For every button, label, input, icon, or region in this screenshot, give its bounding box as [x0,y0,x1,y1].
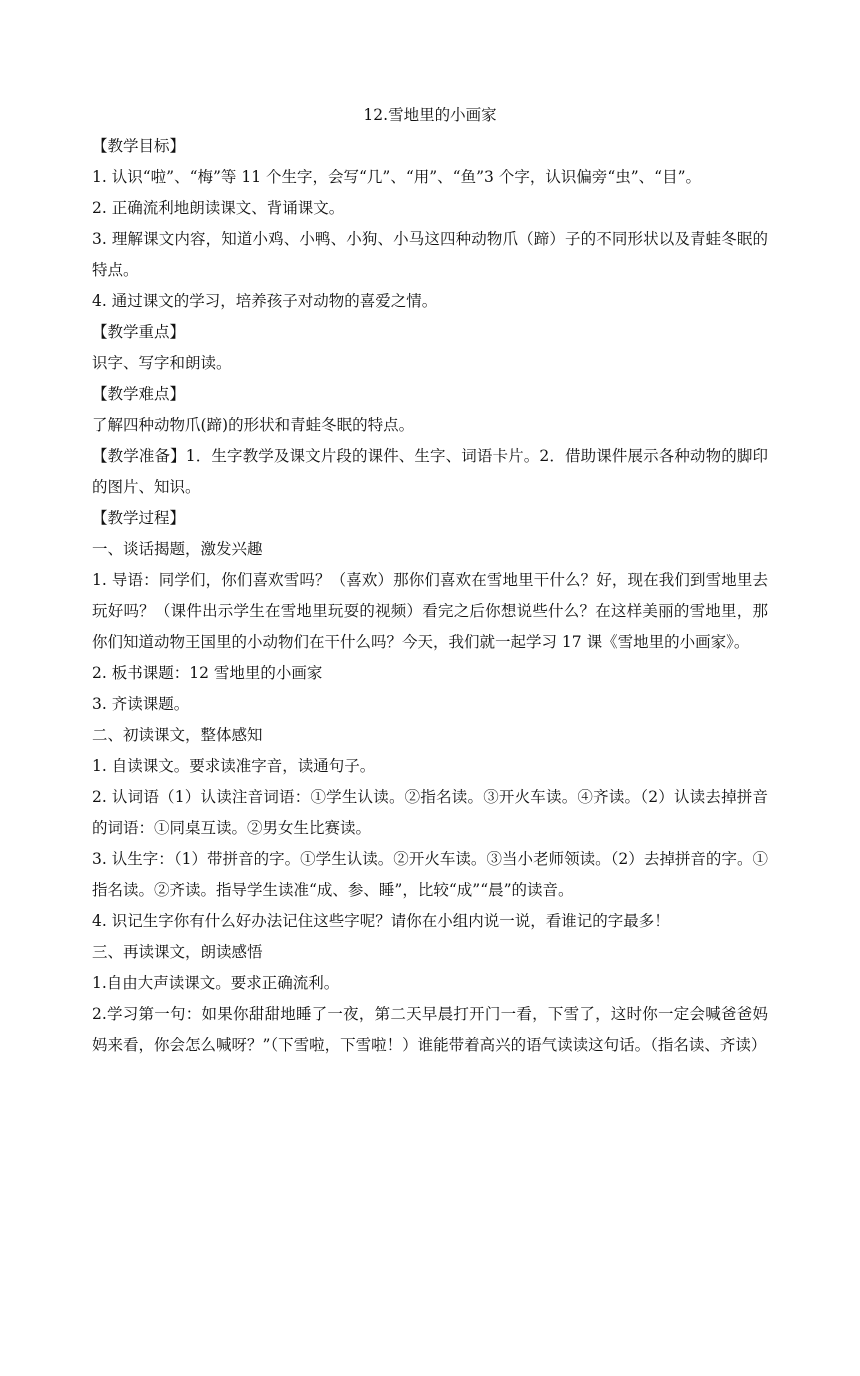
section-heading-difficulties: 【教学难点】 [92,385,186,403]
process-step-2-item-3: 3. 认生字：（1）带拼音的字。①学生认读。②开火车读。③当小老师领读。（2）去掉拼音的字。①指名读。②齐读。指导学生读准“成、参、睡”，比较“成”“晨”的读音。 [92,850,768,899]
process-step-2-heading: 二、初读课文，整体感知 [92,726,263,744]
document-title: 12.雪地里的小画家 [363,106,497,124]
process-step-1-item-3: 3. 齐读课题。 [92,695,190,713]
objective-item-1: 1. 认识“啦”、“梅”等 11 个生字，会写“几”、“用”、“鱼”3 个字，认识偏旁“虫”、“目”。 [92,168,702,186]
section-heading-key-points: 【教学重点】 [92,323,186,341]
preparation-paragraph: 【教学准备】1．生字教学及课文片段的课件、生字、词语卡片。2．借助课件展示各种动物的脚印的图片、知识。 [92,447,768,496]
process-step-2-item-2: 2. 认词语（1）认读注音词语：①学生认读。②指名读。③开火车读。④齐读。（2）认读去掉拼音的词语：①同桌互读。②男女生比赛读。 [92,788,768,837]
difficulties-text: 了解四种动物爪(蹄)的形状和青蛙冬眠的特点。 [92,416,415,434]
process-step-2-item-4: 4. 识记生字你有什么好办法记住这些字呢？请你在小组内说一说，看谁记的字最多！ [92,912,670,930]
objective-item-4: 4. 通过课文的学习，培养孩子对动物的喜爱之情。 [92,292,438,310]
process-step-3-heading: 三、再读课文，朗读感悟 [92,943,263,961]
document-body [92,100,768,1061]
section-heading-process: 【教学过程】 [92,509,186,527]
process-step-1-heading: 一、谈话揭题，激发兴趣 [92,540,263,558]
process-step-3-item-1: 1.自由大声读课文。要求正确流利。 [92,974,340,992]
objective-item-2: 2. 正确流利地朗读课文、背诵课文。 [92,199,345,217]
section-heading-objectives: 【教学目标】 [92,137,186,155]
key-points-text: 识字、写字和朗读。 [92,354,232,372]
process-step-1-item-1: 1. 导语：同学们，你们喜欢雪吗？（喜欢）那你们喜欢在雪地里干什么？好，现在我们到雪地里去玩好吗？（课件出示学生在雪地里玩耍的视频）看完之后你想说些什么？在这样美丽的雪地里，那你们知道动物王国里的小动物们在干什么吗？今天，我们就一起学习 17 课《雪地里的小画家》。 [92,571,768,651]
process-step-2-item-1: 1. 自读课文。要求读准字音，读通句子。 [92,757,376,775]
process-step-1-item-2: 2. 板书课题：12 雪地里的小画家 [92,664,323,682]
objective-item-3: 3. 理解课文内容，知道小鸡、小鸭、小狗、小马这四种动物爪（蹄）子的不同形状以及青蛙冬眠的特点。 [92,230,768,279]
process-step-3-item-2: 2.学习第一句：如果你甜甜地睡了一夜，第二天早晨打开门一看，下雪了，这时你一定会喊爸爸妈妈来看，你会怎么喊呀？”（下雪啦，下雪啦！）谁能带着高兴的语气读读这句话。（指名读、齐读） [92,1005,768,1054]
